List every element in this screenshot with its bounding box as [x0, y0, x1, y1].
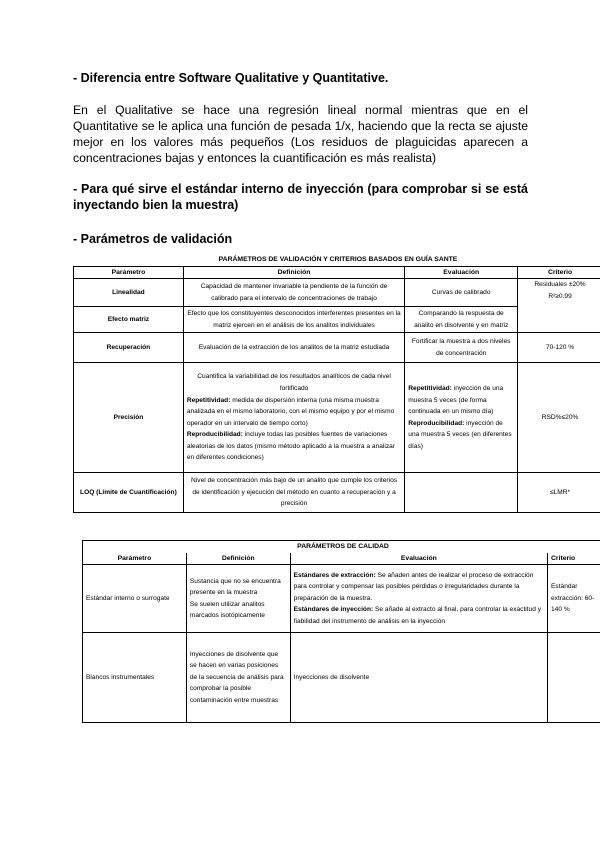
- label-repetitividad: Repetitividad:: [186, 396, 231, 404]
- text-repetitividad: medida de dispersión interna (una misma muestra analizada en el mismo laboratorio, con el mismo equipo y por el mismo operador en un intervalo de tiempo corto): [186, 396, 395, 427]
- param-linealidad: Linealidad: [74, 279, 184, 307]
- heading-software-diferencia: - Diferencia entre Software Qualitative y Quantitative.: [73, 71, 389, 85]
- crit-recuperacion: 70-120 %: [518, 333, 600, 363]
- label-reproducibilidad: Reproducibilidad:: [408, 419, 465, 427]
- eval-blancos: Inyecciones de disolvente: [290, 633, 547, 723]
- param-efecto-matriz: Efecto matriz: [74, 307, 184, 333]
- def-recuperacion: Evaluación de la extracción de los analitos de la matriz estudiada: [183, 333, 404, 363]
- param-precision: Precisión: [74, 363, 184, 473]
- eval-precision-reproducibilidad: [408, 418, 514, 453]
- text-estandares-inyeccion: Se añade al extracto al final, para controlar la exactitud y fiabilidad del instrumento de análisis en la inyección: [293, 606, 542, 626]
- def-precision-intro: Cuantifica la variabilidad de los resultados analíticos de cada nivel fortificado: [197, 373, 391, 392]
- def-efecto-matriz: Efecto que los constituyentes desconocidos interferentes presentes en la matriz ejercen en el análisis de los analitos individuales: [183, 307, 404, 333]
- label-repetitividad: Repetitividad:: [408, 384, 452, 392]
- crit-precision: RSD%≤20%: [518, 363, 600, 473]
- crit-loq: ≤LMR*: [518, 473, 600, 513]
- table-header-row: [74, 266, 600, 279]
- def-estandar-interno: [186, 565, 290, 633]
- eval-precision: [405, 363, 518, 473]
- column-header: Criterio: [548, 553, 600, 565]
- column-header: Criterio: [518, 266, 600, 279]
- def-blancos: Inyecciones de disolvente que se hacen en varias posiciones de la secuencia de análisis para comprobar la posible contaminación entre muestras: [186, 633, 290, 723]
- param-blancos: Blancos instrumentales: [83, 633, 187, 723]
- table-caption: PARÁMETROS DE CALIDAD: [83, 541, 600, 553]
- def-precision-reproducibilidad: [187, 429, 401, 464]
- eval-efecto-matriz: Comparando la respuesta de analito en disolvente y en matriz: [405, 307, 518, 333]
- crit-linealidad: [518, 279, 600, 333]
- table-row: [74, 279, 600, 307]
- column-header: Definición: [186, 553, 290, 565]
- table-row: [83, 565, 600, 633]
- column-header: Parámetro: [74, 266, 184, 279]
- param-loq: LOQ (Límite de Cuantificación): [74, 473, 184, 513]
- eval-recuperacion: Fortificar la muestra a dos niveles de concentración: [405, 333, 518, 363]
- label-reproducibilidad: Reproducibilidad:: [186, 431, 243, 439]
- column-header: Evaluación: [405, 266, 518, 279]
- eval-estandar-extraccion: [294, 570, 544, 605]
- param-estandar-interno: Estándar interno o surrogate: [83, 565, 187, 633]
- crit-blancos: [548, 633, 600, 723]
- def-linealidad: Capacidad de mantener invariable la pendiente de la función de calibrado para el intervalo de concentraciones de trabajo: [183, 279, 404, 307]
- table-row: [74, 473, 600, 513]
- def-estandar-1: Sustancia que no se encuentra presente en la muestra: [189, 577, 281, 597]
- eval-estandar-interno: [290, 565, 547, 633]
- def-precision-repetitividad: [187, 395, 401, 430]
- paragraph-qualitative-quantitative: En el Qualitative se hace una regresión lineal normal mientras que en el Quantitative se le aplica una función de pesada 1/x, haciendo que la recta se ajuste mejor en los valores más pequeños (Los residuos de plaguicidas aparecen a concentraciones bajas y entonces la cuantificación es más realista): [73, 103, 528, 165]
- validation-parameters-table: [73, 254, 600, 513]
- column-header: Evaluación: [290, 553, 547, 565]
- column-header: Parámetro: [83, 553, 187, 565]
- column-header: Definición: [183, 266, 404, 279]
- def-estandar-2: Se suelen utilizar analitos marcados isotópicamente: [189, 600, 265, 620]
- text-reproducibilidad: incluye todas las posibles fuentes de variaciones aleatorias de los datos (mismo método aplicado a la muestra a analizar en diferentes condiciones): [186, 431, 395, 462]
- def-precision: [183, 363, 404, 473]
- param-recuperacion: Recuperación: [74, 333, 184, 363]
- eval-linealidad: Curvas de calibrado: [405, 279, 518, 307]
- eval-precision-repetitividad: [408, 383, 514, 418]
- label-estandares-inyeccion: Estándares de inyección:: [293, 606, 374, 614]
- table-caption: PARÁMETROS DE VALIDACIÓN Y CRITERIOS BASADOS EN GUÍA SANTE: [218, 256, 458, 263]
- label-estandares-extraccion: Estándares de extracción:: [293, 571, 376, 579]
- crit-linealidad-r2: R²≥0.99: [548, 292, 572, 300]
- def-loq: Nivel de concentración más bajo de un analito que cumple los criterios de identificación y ejecución del método en cuanto a recuperación y a precisión: [183, 473, 404, 513]
- eval-loq: [405, 473, 518, 513]
- text-repetitividad: inyección de una muestra 5 veces (de forma continuada en un mismo día): [408, 384, 504, 416]
- table-row: [74, 333, 600, 363]
- crit-linealidad-residuales: Residuales ±20%: [534, 281, 586, 289]
- table-row: [74, 363, 600, 473]
- text-estandares-extraccion: Se añaden antes de realizar el proceso de extracción para controlar y compensar las posibles pérdidas o irregularidades durante la preparación de la muestra.: [293, 571, 534, 602]
- heading-parametros-validacion: - Parámetros de validación: [73, 232, 233, 246]
- table-row: [83, 633, 600, 723]
- table-header-row: [83, 553, 600, 565]
- crit-estandar-interno: Estándar extracción: 60-140 %: [548, 565, 600, 633]
- eval-estandar-inyeccion: [294, 604, 544, 627]
- quality-parameters-table: [82, 540, 600, 723]
- heading-estandar-interno: - Para qué sirve el estándar interno de inyección (para comprobar si se está inyectando bien la muestra): [73, 182, 528, 212]
- text-reproducibilidad: inyección de una muestra 5 veces (en diferentes días): [408, 419, 512, 450]
